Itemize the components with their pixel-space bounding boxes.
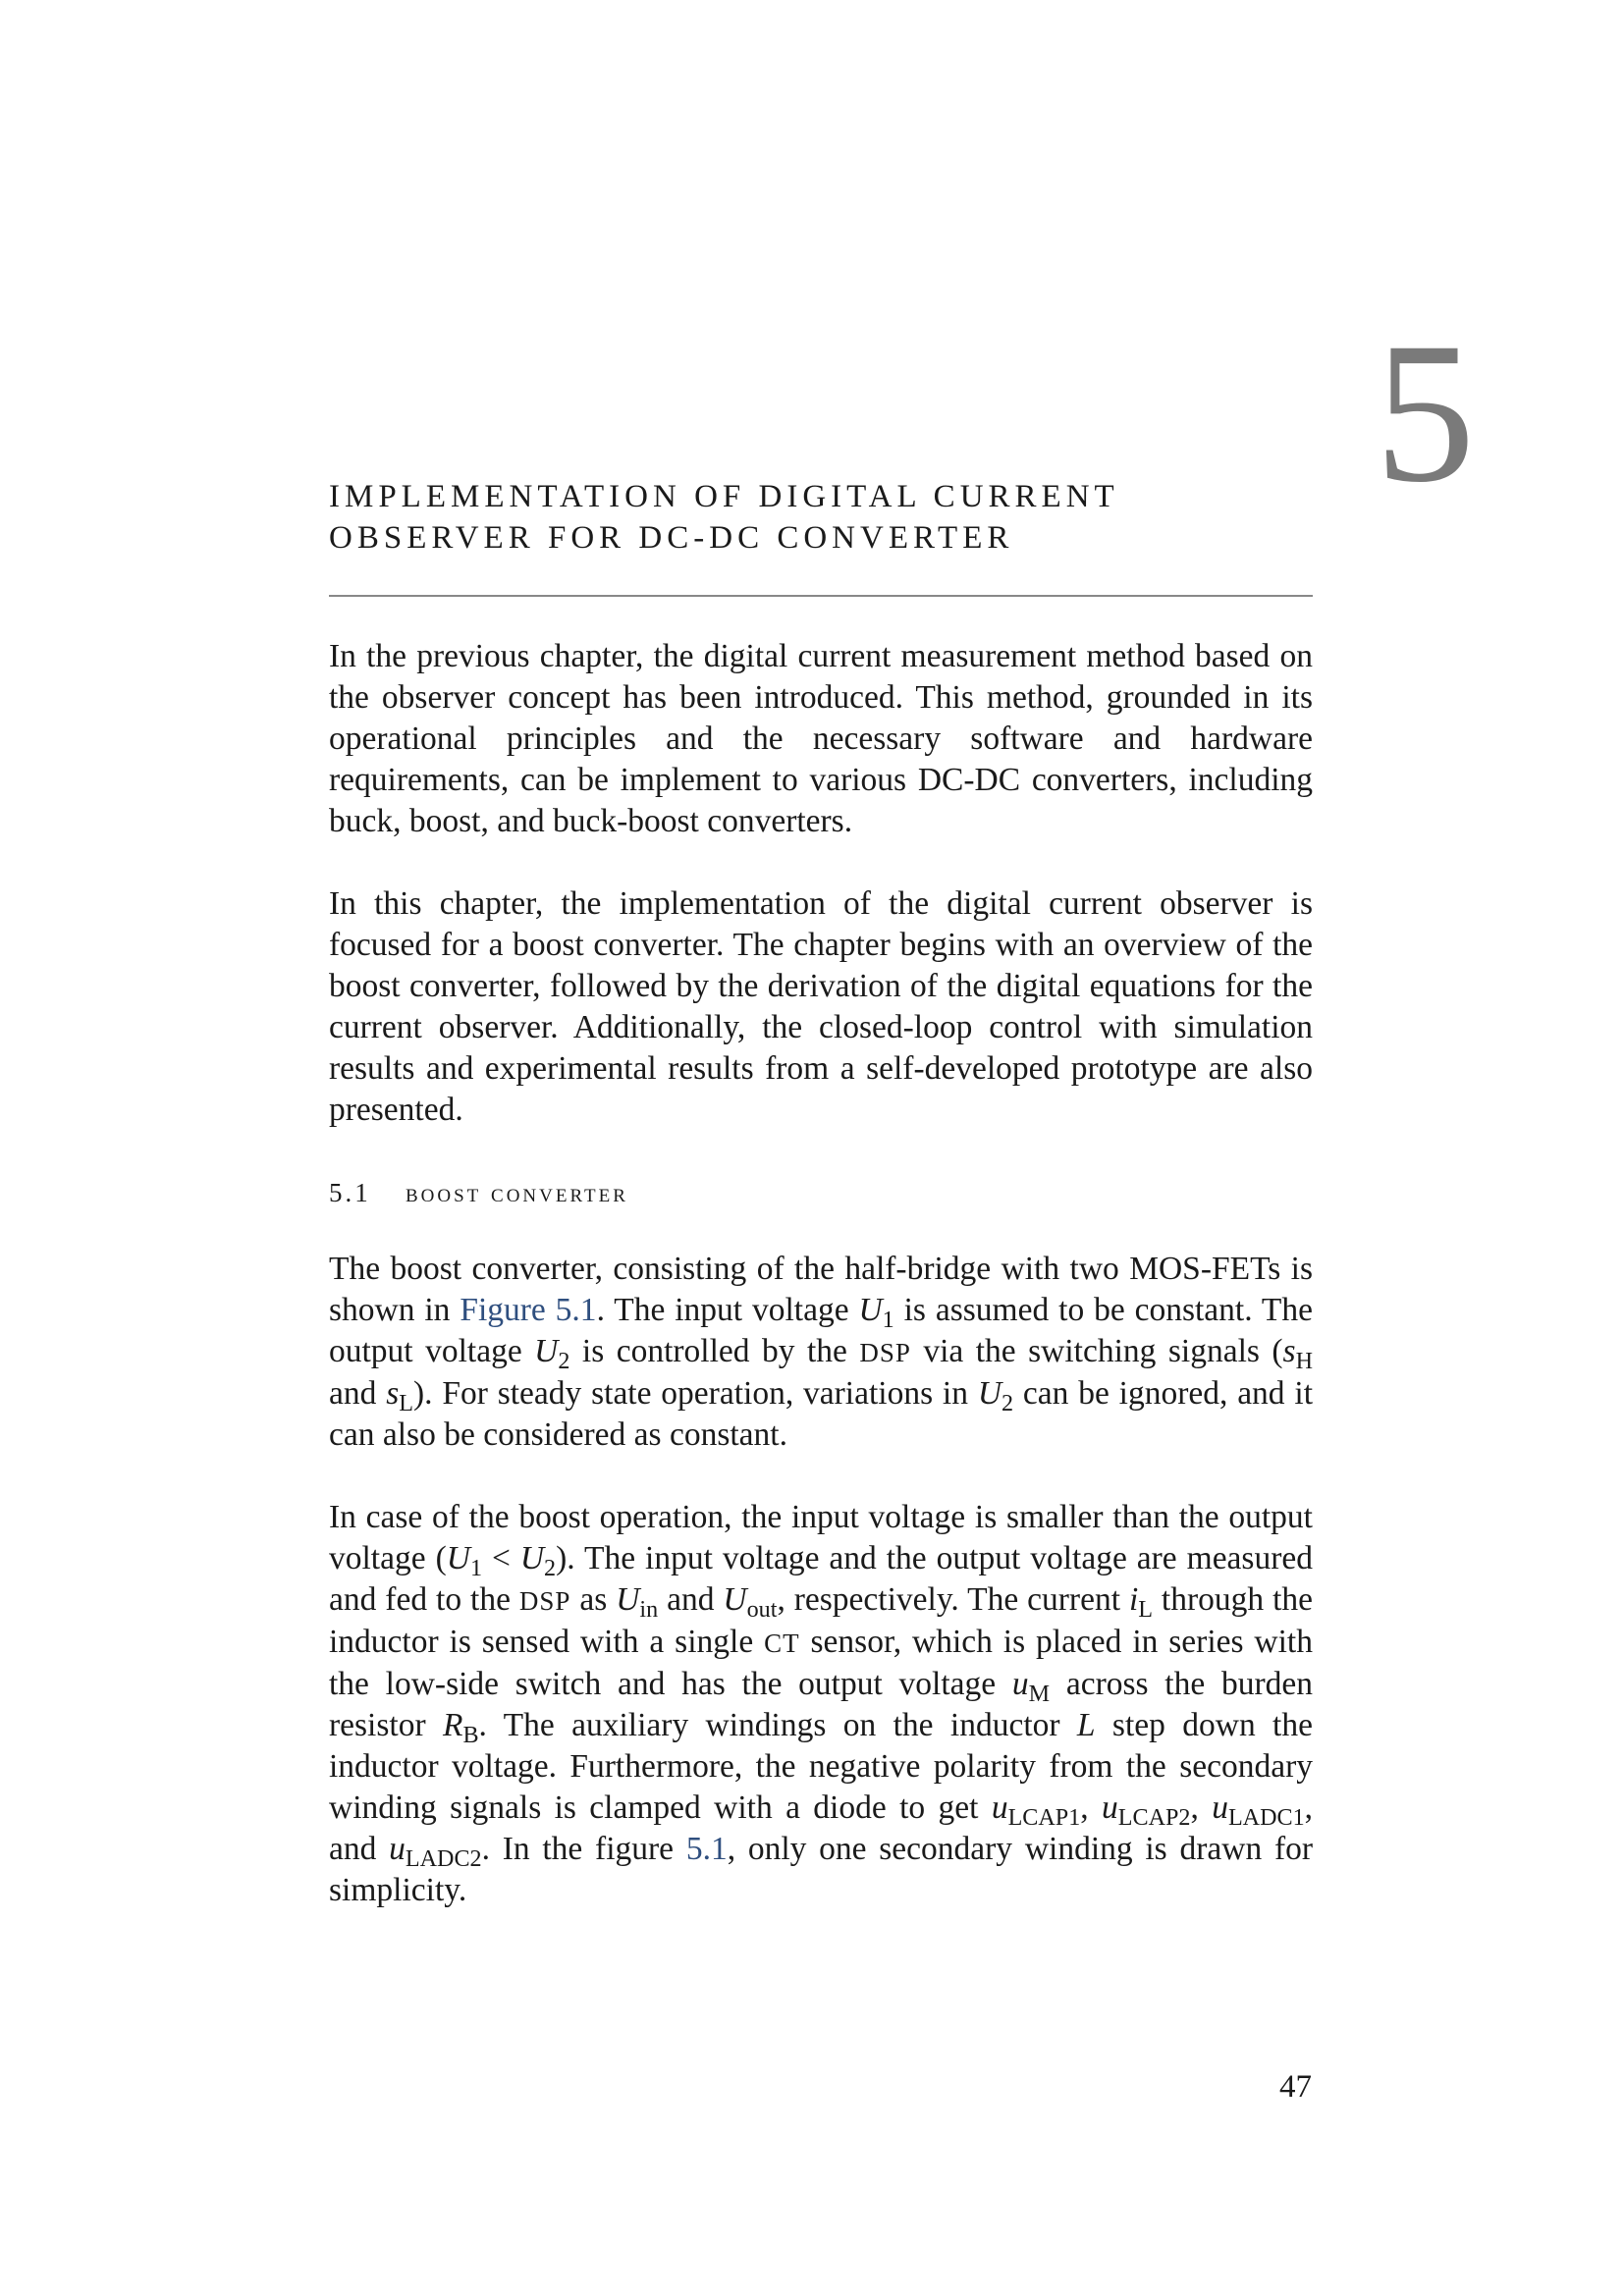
chapter-number: 5 — [1375, 301, 1476, 524]
paragraph-boost-converter-2: In case of the boost operation, the input voltage is smaller than the output voltage $(U_1 < U_2)$. The input voltage and the output voltage are measured and fed to the DSP as $U_{in}$ and $U_{out}$, respectively. The current $i_L$ through the inductor is sensed with a single CT sensor, which is placed in series with the low-side switch and has the output voltage $u_M$ across the burden resistor $R_B$. The auxiliary windings on the inductor L step down the inductor voltage. Furthermore, the negative polarity from the secondary winding signals is clamped with a diode to get $u_{LCAP1}$, $u_{LCAP2}$, $u_{LADC1}$, and $u_{LADC2}$. In the figure 5.1, only one secondary winding is drawn for simplicity. — [329, 1499, 1314, 1908]
figure-link[interactable]: Figure 5.1 — [460, 1292, 597, 1328]
body-text — [329, 636, 1313, 1952]
section-number: 5.1 — [329, 1178, 371, 1207]
intro-paragraph-1: In the previous chapter, the digital current measurement method based on the observer concept has been introduced. This method, grounded in its operational principles and the necessary software and hardware requirements, can be implement to various DC-DC converters, including buck, boost, and buck-boost converters. — [329, 638, 1313, 839]
section-title: boost converter — [406, 1178, 628, 1207]
intro-paragraph-2: In this chapter, the implementation of the digital current observer is focused for a boost converter. The chapter begins with an overview of the boost converter, followed by the derivation of the digital equations for the current observer. Additionally, the closed-loop control with simulation results and experimental results from a self-developed prototype are also presented. — [329, 885, 1313, 1128]
section-heading — [329, 1172, 1313, 1213]
chapter-title — [329, 476, 1311, 559]
acronym-dsp: DSP — [518, 1586, 571, 1616]
acronym-ct: CT — [764, 1629, 800, 1658]
chapter-title-line-1: IMPLEMENTATION OF DIGITAL CURRENT — [329, 479, 1119, 514]
chapter-title-line-2: OBSERVER FOR DC-DC CONVERTER — [329, 520, 1014, 556]
page-number: 47 — [1279, 2069, 1312, 2105]
title-divider — [329, 595, 1313, 597]
figure-link[interactable]: 5.1 — [685, 1831, 728, 1867]
acronym-dsp: DSP — [859, 1338, 911, 1367]
paragraph-boost-converter-1: The boost converter, consisting of the half-bridge with two MOS-FETs is shown in Figure 5.1. The input voltage $U_1$ is assumed to be constant. The output voltage $U_2$ is controlled by the DSP via the switching signals ($s_H$ and $s_L$). For steady state operation, variations in $U_2$ can be ignored, and it can also be considered as constant. — [329, 1251, 1314, 1453]
